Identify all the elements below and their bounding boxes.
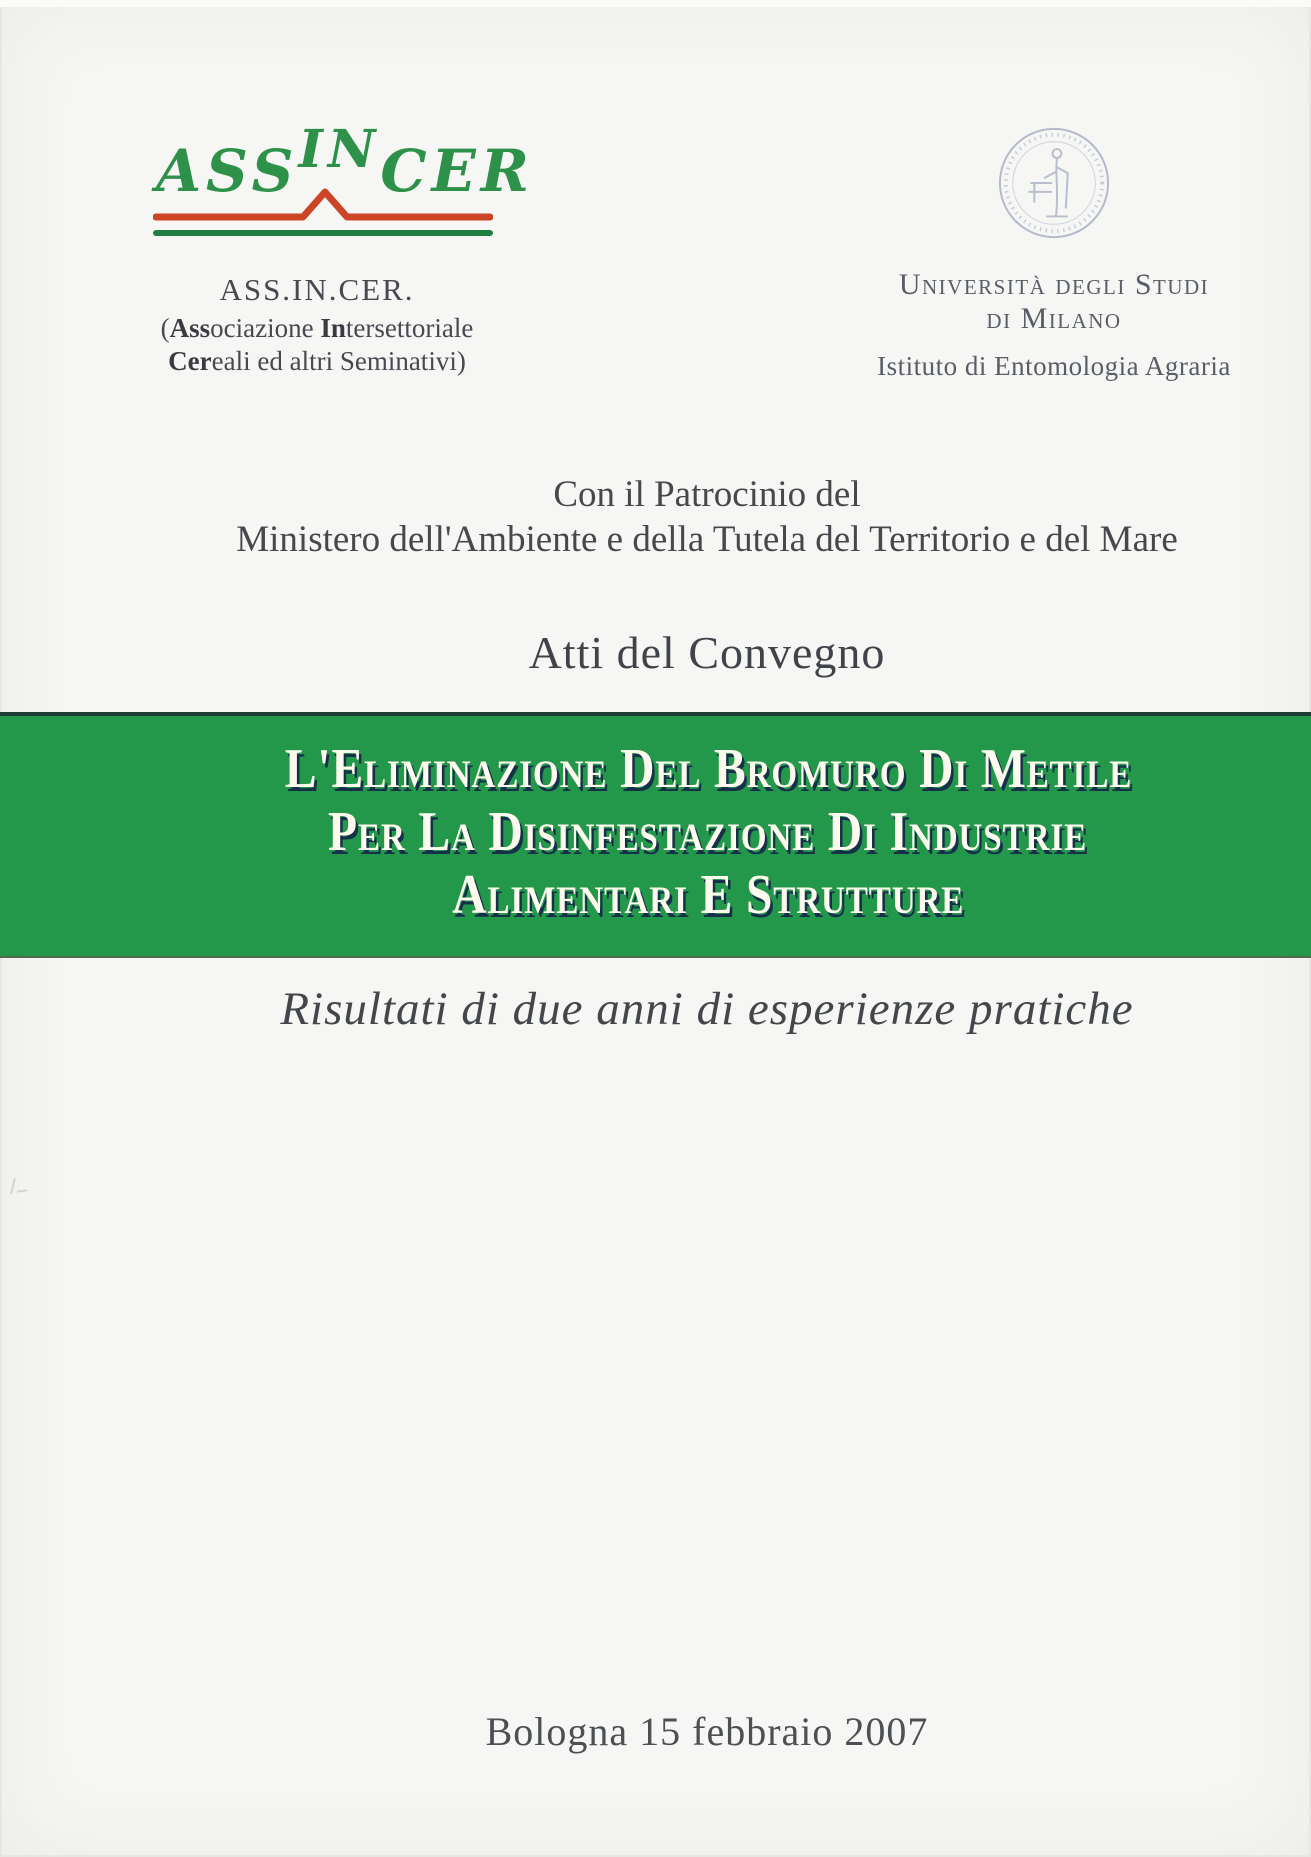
university-seal-icon [995, 124, 1113, 242]
patronage-line1: Con il Patrocinio del [553, 474, 861, 515]
title-line1 [100, 738, 1311, 801]
scan-edge [0, 0, 1311, 7]
assincer-desc-bold-cer: Cer [168, 346, 212, 376]
logo-underline-icon [153, 186, 493, 244]
assincer-desc-line1 [112, 312, 522, 345]
patronage-line2: Ministero dell'Ambiente e della Tutela del Territorio e del Mare [236, 519, 1178, 560]
assincer-desc-bold-ass: Ass [169, 313, 211, 343]
title-line2-text: Per La Disinfestazione Di Industrie [328, 801, 1088, 863]
university-name [838, 268, 1270, 336]
patronage-block [99, 472, 1311, 562]
university-name-line2: di Milano [986, 302, 1122, 335]
logo-text-ass: ASS [156, 137, 299, 205]
assincer-desc-text2: tersettoriale [345, 313, 474, 343]
assincer-name: ASS.IN.CER. [219, 272, 415, 307]
logo-text-cer: CER [380, 137, 534, 205]
title-line1-text: L'Eliminazione Del Bromuro Di Metile [284, 738, 1132, 800]
logo-text-in: IN [298, 119, 381, 180]
assincer-desc-text3: eali ed altri Seminativi) [211, 346, 466, 376]
title-line3 [100, 864, 1311, 927]
institute-name: Istituto di Entomologia Agraria [877, 351, 1231, 381]
title-line3-text: Alimentari E Strutture [451, 864, 965, 926]
university-block [838, 118, 1270, 382]
subtitle: Risultati di due anni di esperienze pratiche [280, 983, 1134, 1035]
university-name-line1: Università degli Studi [898, 268, 1210, 301]
title-text [100, 738, 1311, 927]
assincer-desc-text: ociazione [210, 313, 321, 343]
title-banner [0, 712, 1311, 958]
proceedings-label: Atti del Convegno [528, 627, 886, 678]
assincer-desc-paren: ( [160, 313, 170, 343]
assincer-desc-line2 [112, 345, 522, 378]
assincer-block [112, 272, 522, 378]
assincer-desc-bold-in: In [320, 313, 346, 343]
title-line2 [100, 801, 1311, 864]
date-line: Bologna 15 febbraio 2007 [485, 1709, 929, 1754]
scan-artifact [8, 1176, 26, 1206]
